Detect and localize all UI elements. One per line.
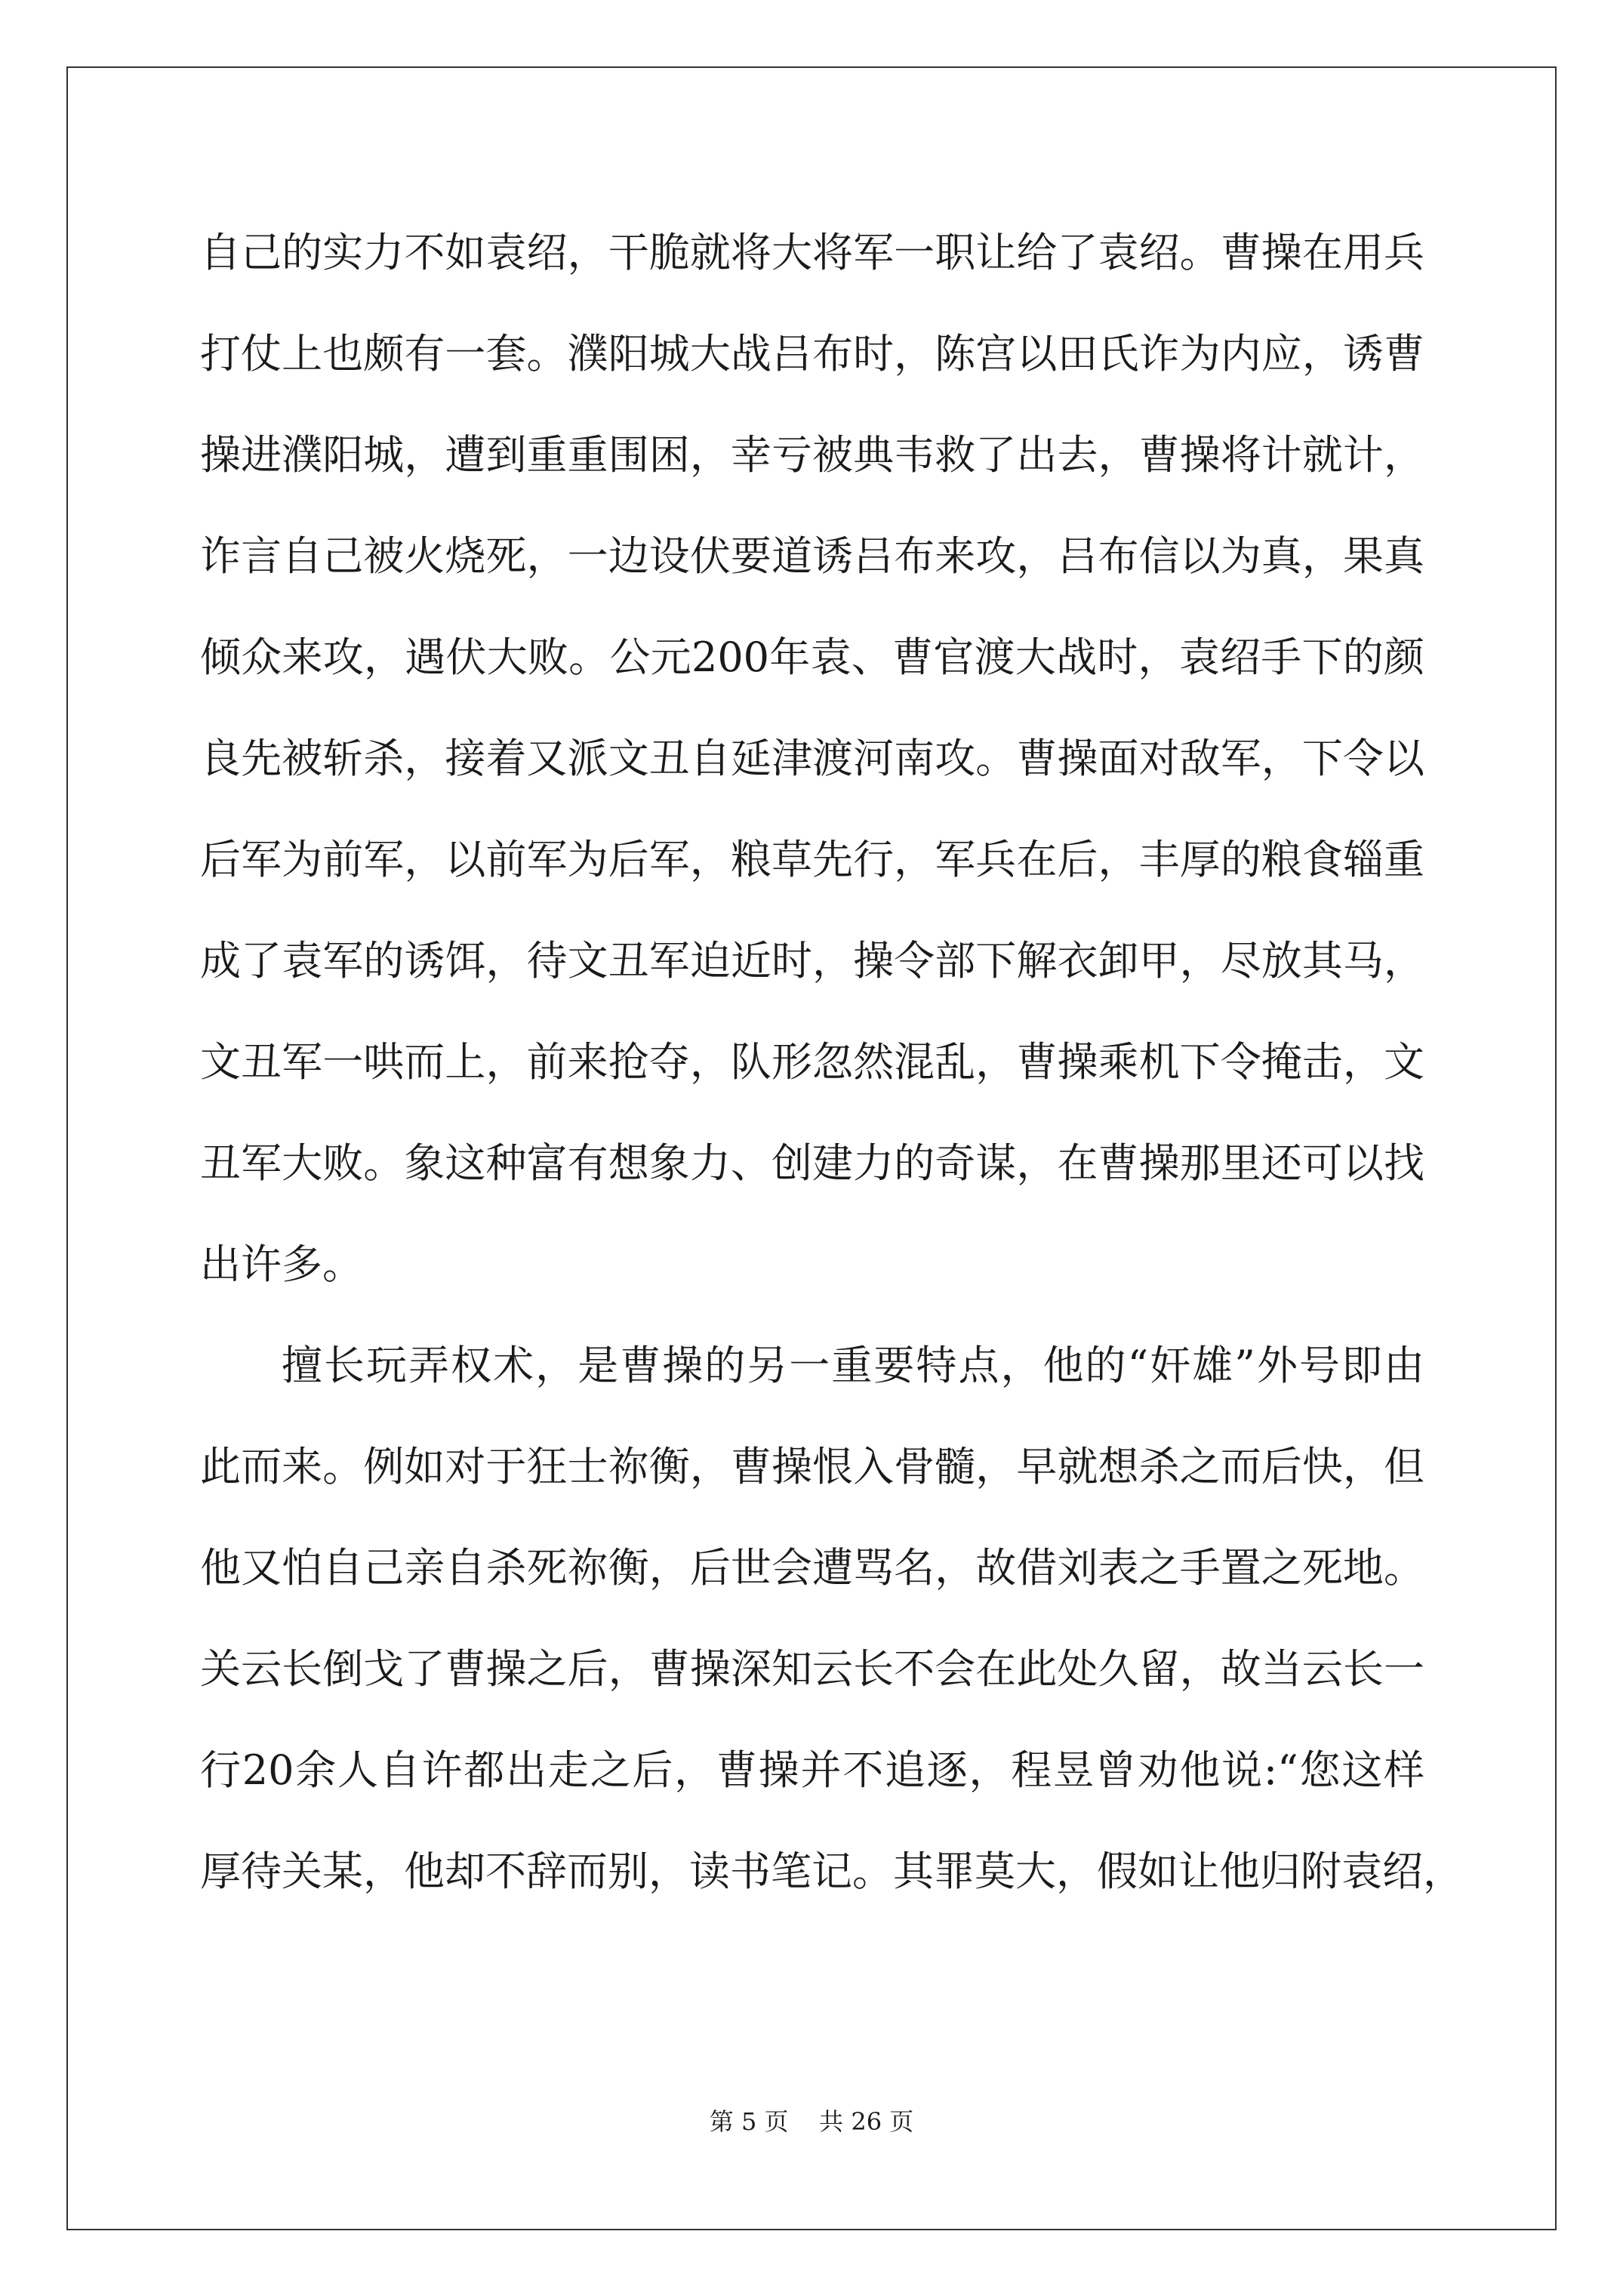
text-line: 关云长倒戈了曹操之后，曹操深知云长不会在此处久留，故当云长一: [200, 1645, 1424, 1693]
text-line: 成了袁军的诱饵，待文丑军迫近时，操令部下解衣卸甲，尽放其马，: [200, 937, 1424, 985]
page-number-footer: 第 5 页 共 26 页: [709, 2107, 914, 2136]
text-line: 此而来。例如对于狂士祢衡，曹操恨入骨髓，早就想杀之而后快，但: [200, 1443, 1424, 1490]
text-line: 打仗上也颇有一套。濮阳城大战吕布时，陈宫以田氏诈为内应，诱曹: [200, 330, 1424, 378]
text-line: 出许多。: [200, 1240, 363, 1288]
text-line: 文丑军一哄而上，前来抢夺，队形忽然混乱，曹操乘机下令掩击，文: [200, 1038, 1424, 1086]
text-line: 行20余人自许都出走之后，曹操并不追逐，程昱曾劝他说:“您这样: [200, 1746, 1424, 1794]
text-line: 倾众来攻，遇伏大败。公元200年袁、曹官渡大战时，袁绍手下的颜: [200, 633, 1424, 681]
text-line: 厚待关某，他却不辞而别，读书笔记。其罪莫大，假如让他归附袁绍，: [200, 1848, 1464, 1895]
text-line: 操进濮阳城，遭到重重围困，幸亏被典韦救了出去，曹操将计就计，: [200, 431, 1424, 479]
text-line: 良先被斩杀，接着又派文丑自延津渡河南攻。曹操面对敌军，下令以: [200, 735, 1424, 782]
text-line: 丑军大败。象这种富有想象力、创建力的奇谋，在曹操那里还可以找: [200, 1139, 1424, 1187]
paragraph-first-line: 擅长玩弄权术，是曹操的另一重要特点，他的“奸雄”外号即由: [282, 1342, 1424, 1389]
text-line: 他又怕自己亲自杀死祢衡，后世会遭骂名，故借刘表之手置之死地。: [200, 1544, 1424, 1592]
text-line: 后军为前军，以前军为后军，粮草先行，军兵在后，丰厚的粮食辎重: [200, 836, 1424, 883]
text-line: 诈言自己被火烧死，一边设伏要道诱吕布来攻，吕布信以为真，果真: [200, 532, 1424, 580]
text-line: 自己的实力不如袁绍，干脆就将大将军一职让给了袁绍。曹操在用兵: [200, 229, 1424, 276]
